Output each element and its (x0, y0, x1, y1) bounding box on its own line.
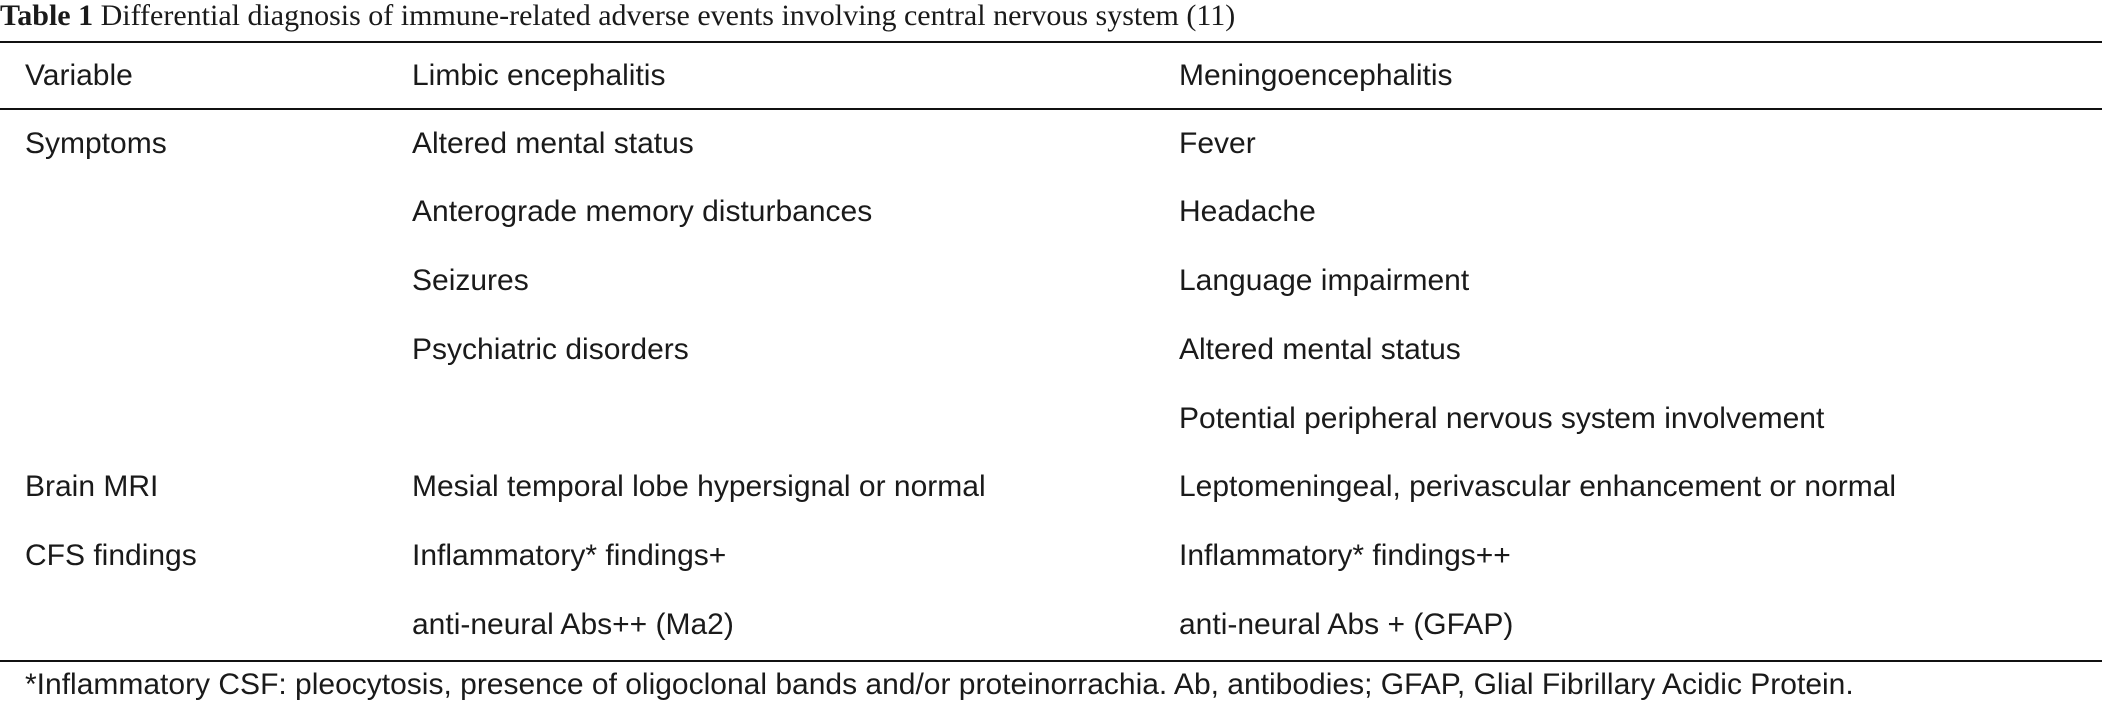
table-bottom-rule (0, 660, 2102, 662)
column-header-variable: Variable (25, 59, 133, 92)
table-row (0, 522, 2102, 591)
table-row (0, 315, 2102, 384)
table-cell-variable (0, 591, 412, 660)
table-cell-limbic: Anterograde memory disturbances (412, 195, 873, 229)
table-cell-limbic: Psychiatric disorders (412, 332, 689, 366)
differential-diagnosis-table (0, 43, 2102, 659)
table-cell-limbic: Seizures (412, 263, 529, 297)
table-cell-limbic: anti-neural Abs++ (Ma2) (412, 607, 734, 641)
table-row (0, 384, 2102, 453)
table-cell-meningo: Fever (1179, 127, 1256, 161)
table-cell-limbic: Mesial temporal lobe hypersignal or normal (412, 470, 986, 504)
table-row (0, 178, 2102, 247)
column-header-limbic-encephalitis: Limbic encephalitis (412, 59, 666, 92)
table-cell-variable: CFS findings (25, 539, 197, 573)
table-cell-limbic: Altered mental status (412, 127, 694, 161)
table-row (0, 591, 2102, 660)
table-cell-meningo: Inflammatory* findings++ (1179, 539, 1511, 573)
table-caption-label: Table 1 (0, 0, 94, 32)
table-cell-meningo: Altered mental status (1179, 332, 1461, 366)
table-row (0, 247, 2102, 316)
table-cell-meningo: Potential peripheral nervous system involvement (1179, 401, 1825, 435)
table-cell-limbic: Inflammatory* findings+ (412, 539, 727, 573)
table-cell-variable (0, 384, 412, 453)
table-cell-variable: Symptoms (25, 127, 167, 161)
table-cell-variable (0, 178, 412, 247)
table-cell-meningo: anti-neural Abs + (GFAP) (1179, 607, 1514, 641)
table-cell-variable: Brain MRI (25, 470, 159, 504)
table-cell-meningo: Leptomeningeal, perivascular enhancement or normal (1179, 470, 1897, 504)
table-cell-limbic (412, 384, 1179, 453)
table-cell-meningo: Language impairment (1179, 263, 1470, 297)
table-caption-text: Differential diagnosis of immune-related adverse events involving central nervous system (11) (93, 0, 1236, 32)
table-row (0, 109, 2102, 178)
table-cell-meningo: Headache (1179, 195, 1316, 229)
column-header-meningoencephalitis: Meningoencephalitis (1179, 59, 1453, 92)
table-caption (0, 0, 1235, 38)
table-row (0, 453, 2102, 522)
table-cell-variable (0, 315, 412, 384)
table-footnote: *Inflammatory CSF: pleocytosis, presence of oligoclonal bands and/or proteinorrachia. Ab, antibodies; GFAP, Glial Fibrillary Acidic Protein. (25, 668, 1854, 701)
table-header-row (0, 43, 2102, 109)
table-cell-variable (0, 247, 412, 316)
